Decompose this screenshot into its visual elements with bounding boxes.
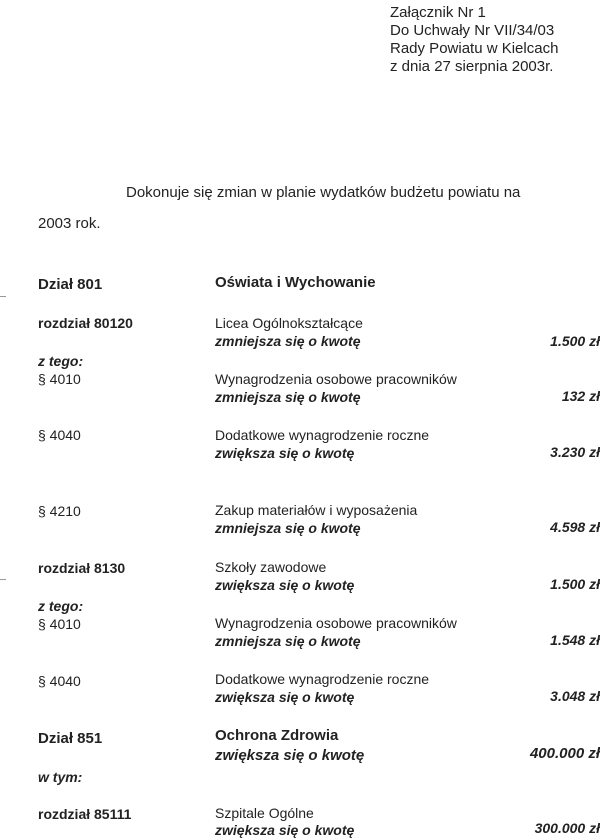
section-action-dzial-851: zwiększa się o kwotę [215, 747, 365, 764]
paragraph-label-4210: § 4210 [38, 503, 81, 519]
paragraph-amount-4010-b: 1.548 zł [550, 632, 600, 648]
chapter-label-8130: rozdział 8130 [38, 560, 126, 576]
chapter-label-85111: rozdział 85111 [38, 806, 132, 822]
intro-line-1: Dokonuje się zmian w planie wydatków budżetu powiatu na [126, 184, 521, 201]
chapter-label-80120: rozdział 80120 [38, 315, 133, 331]
paragraph-label-4040-b: § 4040 [38, 673, 81, 689]
paragraph-action-4010-b: zmniejsza się o kwotę [215, 633, 361, 649]
paragraph-amount-4210: 4.598 zł [550, 519, 600, 535]
scan-mark [0, 579, 6, 580]
paragraph-desc-4040: Dodatkowe wynagrodzenie roczne [215, 427, 430, 443]
subtotal-label-w-tym: w tym: [38, 769, 83, 785]
chapter-action-80120: zmniejsza się o kwotę [215, 333, 361, 349]
paragraph-label-4040: § 4040 [38, 427, 81, 443]
paragraph-label-4010: § 4010 [38, 371, 81, 387]
paragraph-amount-4010: 132 zł [561, 388, 600, 404]
chapter-amount-85111: 300.000 zł [534, 820, 600, 836]
chapter-desc-80120: Licea Ogólnokształcące [215, 315, 363, 331]
attachment-header [390, 4, 558, 76]
paragraph-amount-4040-b: 3.048 zł [550, 688, 600, 704]
chapter-amount-8130: 1.500 zł [550, 576, 600, 592]
subtotal-label-z-tego-2: z tego: [38, 598, 84, 614]
section-title-dzial-851: Ochrona Zdrowia [215, 727, 339, 744]
scan-mark [0, 296, 6, 297]
paragraph-desc-4010: Wynagrodzenia osobowe pracowników [215, 371, 457, 387]
chapter-action-85111: zwiększa się o kwotę [215, 822, 355, 838]
resolution-date: z dnia 27 sierpnia 2003r. [390, 58, 554, 75]
paragraph-desc-4010-b: Wynagrodzenia osobowe pracowników [215, 615, 457, 631]
section-label-dzial-801: Dział 801 [38, 276, 103, 293]
paragraph-action-4040-b: zwiększa się o kwotę [215, 689, 355, 705]
paragraph-desc-4040-b: Dodatkowe wynagrodzenie roczne [215, 671, 430, 687]
paragraph-action-4210: zmniejsza się o kwotę [215, 520, 361, 536]
attachment-number: Załącznik Nr 1 [390, 4, 486, 21]
chapter-action-8130: zwiększa się o kwotę [215, 577, 355, 593]
chapter-desc-8130: Szkoły zawodowe [215, 559, 327, 575]
paragraph-label-4010-b: § 4010 [38, 616, 81, 632]
intro-line-2: 2003 rok. [38, 215, 101, 232]
subtotal-label-z-tego: z tego: [38, 353, 84, 369]
paragraph-amount-4040: 3.230 zł [550, 444, 600, 460]
chapter-desc-85111: Szpitale Ogólne [215, 805, 314, 821]
paragraph-action-4040: zwiększa się o kwotę [215, 445, 355, 461]
paragraph-desc-4210: Zakup materiałów i wyposażenia [215, 502, 418, 518]
section-label-dzial-851: Dział 851 [38, 730, 103, 747]
chapter-amount-80120: 1.500 zł [550, 333, 600, 349]
section-amount-dzial-851: 400.000 zł [529, 745, 600, 762]
council-name: Rady Powiatu w Kielcach [390, 40, 559, 57]
section-title-dzial-801: Oświata i Wychowanie [215, 274, 376, 291]
resolution-number: Do Uchwały Nr VII/34/03 [390, 22, 555, 39]
paragraph-action-4010: zmniejsza się o kwotę [215, 389, 361, 405]
